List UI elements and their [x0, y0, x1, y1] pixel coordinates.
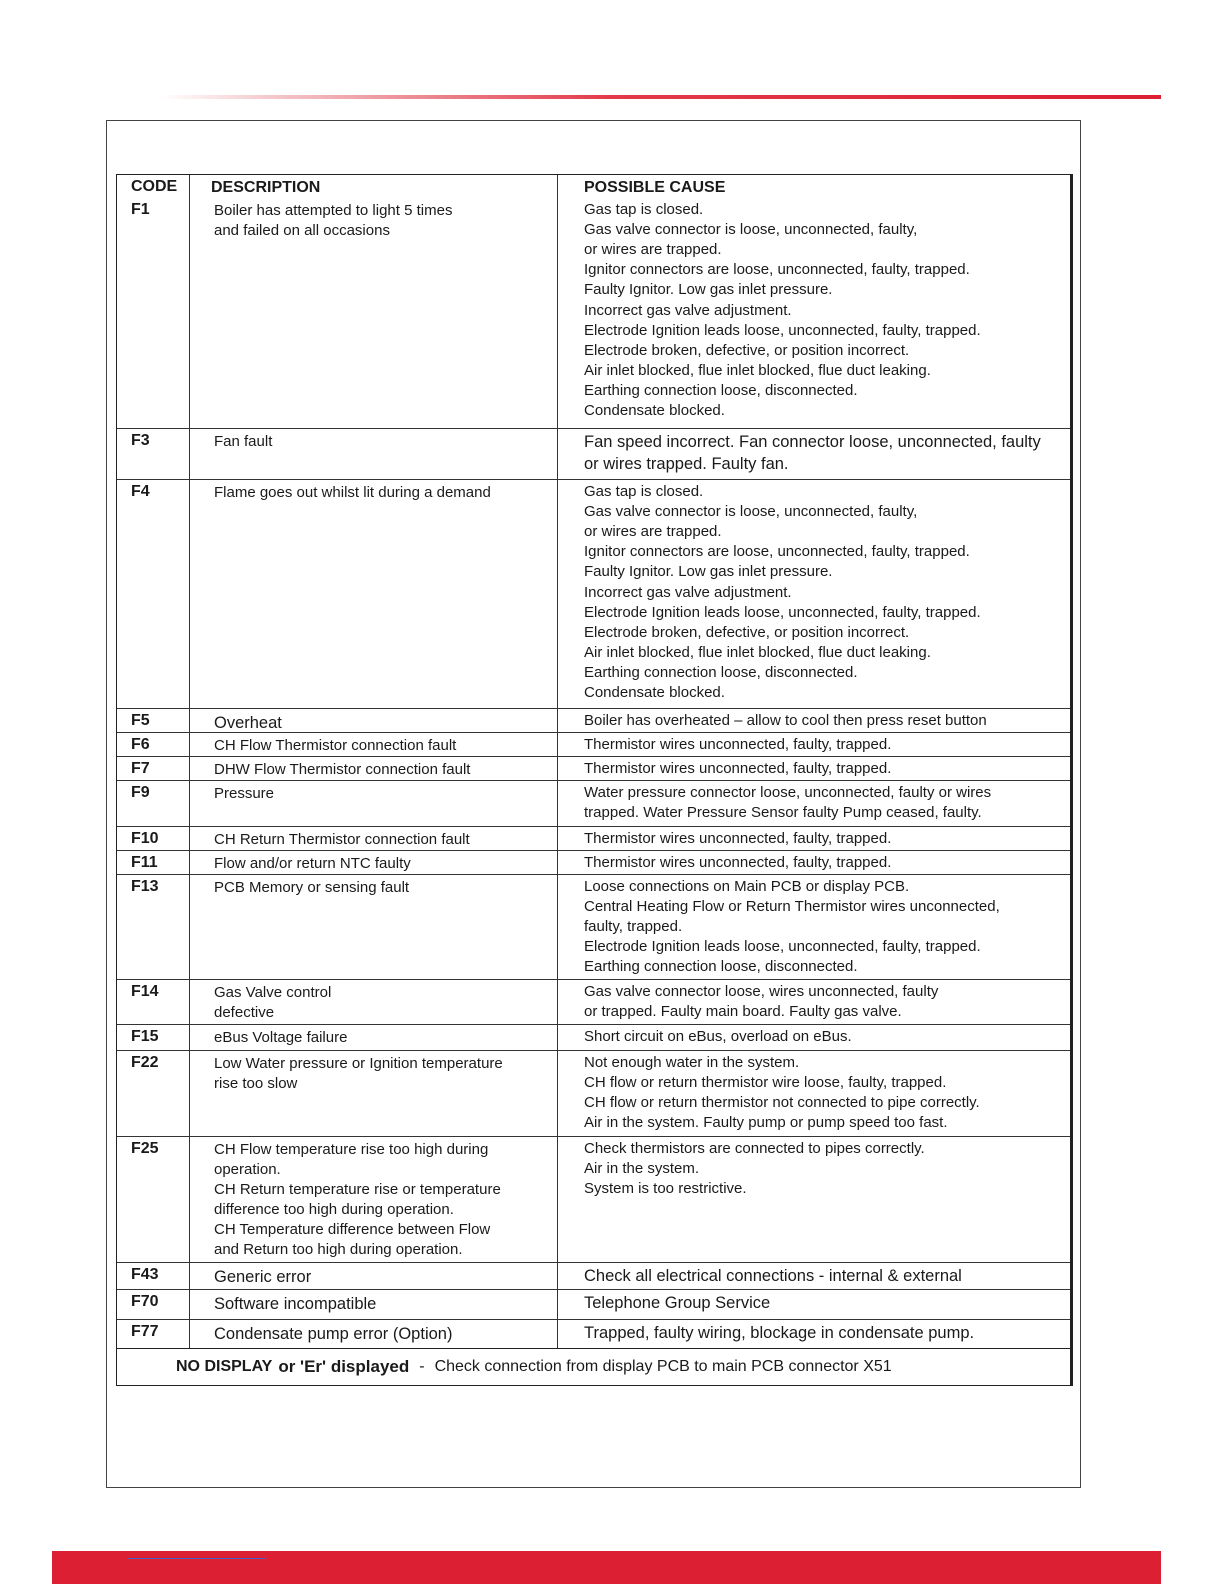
fault-description: Low Water pressure or Ignition temperature rise too slow	[190, 1051, 558, 1136]
possible-cause	[558, 480, 1070, 708]
cause-line: Electrode Ignition leads loose, unconnected, faulty, trapped.	[584, 321, 981, 339]
cause-line: Ignitor connectors are loose, unconnected, faulty, trapped.	[584, 261, 970, 279]
possible-cause	[558, 198, 1070, 428]
fault-code: F7	[117, 757, 190, 780]
cause-line: or wires are trapped.	[584, 241, 722, 259]
cause-line: Gas tap is closed.	[584, 201, 704, 219]
footer-link-underline	[127, 1558, 266, 1559]
fault-description: Fan fault	[190, 429, 558, 479]
possible-cause	[558, 1051, 1070, 1136]
table-row	[117, 1136, 1070, 1262]
cause-line: trapped. Water Pressure Sensor faulty Pump ceased, faulty.	[584, 804, 982, 822]
fault-code: F1	[117, 198, 190, 428]
header-possible-cause: POSSIBLE CAUSE	[584, 179, 726, 196]
possible-cause	[558, 429, 1070, 479]
fault-code: F22	[117, 1051, 190, 1136]
fault-description: eBus Voltage failure	[190, 1025, 558, 1050]
possible-cause	[558, 1137, 1070, 1262]
fault-code: F43	[117, 1263, 190, 1289]
table-row	[117, 1262, 1070, 1289]
possible-cause	[558, 1290, 1070, 1319]
fault-description: Condensate pump error (Option)	[190, 1320, 558, 1348]
table-row	[117, 1289, 1070, 1319]
table-row	[117, 428, 1070, 479]
cause-line: or wires trapped. Faulty fan.	[584, 455, 789, 474]
cause-line: Boiler has overheated – allow to cool then press reset button	[584, 712, 987, 730]
cause-line: Electrode Ignition leads loose, unconnected, faulty, trapped.	[584, 603, 981, 621]
er-displayed-label: or 'Er' displayed	[278, 1357, 410, 1377]
cause-line: Telephone Group Service	[584, 1294, 771, 1313]
possible-cause	[558, 1320, 1070, 1348]
cause-line: CH flow or return thermistor not connected to pipe correctly.	[584, 1094, 980, 1112]
fault-code: F9	[117, 781, 190, 826]
fault-code: F10	[117, 827, 190, 850]
cause-line: Check thermistors are connected to pipes correctly.	[584, 1140, 925, 1158]
table-row	[117, 756, 1070, 780]
fault-description: PCB Memory or sensing fault	[190, 875, 558, 979]
fault-description: Boiler has attempted to light 5 times and failed on all occasions	[190, 198, 558, 428]
cause-line: CH flow or return thermistor wire loose, faulty, trapped.	[584, 1074, 947, 1092]
cause-line: Earthing connection loose, disconnected.	[584, 381, 858, 399]
table-row	[117, 826, 1070, 850]
cause-line: Faulty Ignitor. Low gas inlet pressure.	[584, 563, 833, 581]
fault-description: CH Return Thermistor connection fault	[190, 827, 558, 850]
fault-description: DHW Flow Thermistor connection fault	[190, 757, 558, 780]
cause-line: or wires are trapped.	[584, 523, 722, 541]
header-accent-rule	[160, 95, 1161, 99]
possible-cause	[558, 827, 1070, 850]
fault-code: F11	[117, 851, 190, 874]
cause-line: Electrode Ignition leads loose, unconnected, faulty, trapped.	[584, 938, 981, 956]
no-display-label: NO DISPLAY	[176, 1358, 273, 1376]
possible-cause	[558, 757, 1070, 780]
fault-code: F15	[117, 1025, 190, 1050]
footer-brand-bar	[52, 1551, 1161, 1584]
cause-line: Not enough water in the system.	[584, 1054, 800, 1072]
cause-line: Thermistor wires unconnected, faulty, trapped.	[584, 854, 892, 872]
fault-description: Overheat	[190, 709, 558, 732]
cause-line: Air in the system. Faulty pump or pump speed too fast.	[584, 1114, 948, 1132]
possible-cause	[558, 733, 1070, 756]
cause-line: Ignitor connectors are loose, unconnected, faulty, trapped.	[584, 543, 970, 561]
cause-line: Loose connections on Main PCB or display PCB.	[584, 878, 910, 896]
cause-line: Condensate blocked.	[584, 402, 725, 420]
possible-cause	[558, 875, 1070, 979]
no-display-instruction: Check connection from display PCB to main PCB connector X51	[434, 1358, 892, 1376]
possible-cause	[558, 851, 1070, 874]
cause-line: Thermistor wires unconnected, faulty, trapped.	[584, 736, 892, 754]
cause-line: Check all electrical connections - internal & external	[584, 1267, 962, 1286]
cause-line: Condensate blocked.	[584, 684, 725, 702]
fault-code: F13	[117, 875, 190, 979]
cause-line: Electrode broken, defective, or position incorrect.	[584, 623, 910, 641]
cause-line: Gas tap is closed.	[584, 483, 704, 501]
table-row	[117, 874, 1070, 979]
table-row	[117, 979, 1070, 1024]
fault-code: F6	[117, 733, 190, 756]
header-description: DESCRIPTION	[190, 175, 558, 198]
fault-code: F77	[117, 1320, 190, 1348]
cause-line: Gas valve connector is loose, unconnected, faulty,	[584, 503, 918, 521]
cause-line: Gas valve connector is loose, unconnected, faulty,	[584, 221, 918, 239]
cause-line: or trapped. Faulty main board. Faulty gas valve.	[584, 1003, 902, 1021]
fault-code: F14	[117, 980, 190, 1024]
cause-line: Water pressure connector loose, unconnected, faulty or wires	[584, 784, 992, 802]
cause-line: Incorrect gas valve adjustment.	[584, 583, 792, 601]
table-row	[117, 708, 1070, 732]
cause-line: Fan speed incorrect. Fan connector loose, unconnected, faulty	[584, 433, 1041, 452]
no-display-note	[117, 1348, 1070, 1385]
cause-line: Short circuit on eBus, overload on eBus.	[584, 1028, 852, 1046]
cause-line: Air in the system.	[584, 1160, 700, 1178]
table-row	[117, 479, 1070, 708]
fault-code: F5	[117, 709, 190, 732]
cause-line: Thermistor wires unconnected, faulty, trapped.	[584, 760, 892, 778]
fault-code: F70	[117, 1290, 190, 1319]
fault-code-table	[116, 174, 1073, 1386]
cause-line: Air inlet blocked, flue inlet blocked, flue duct leaking.	[584, 361, 931, 379]
cause-line: Electrode broken, defective, or position incorrect.	[584, 341, 910, 359]
fault-code: F25	[117, 1137, 190, 1262]
table-header-row	[117, 175, 1070, 198]
cause-line: Earthing connection loose, disconnected.	[584, 958, 858, 976]
fault-description: Pressure	[190, 781, 558, 826]
fault-description: Generic error	[190, 1263, 558, 1289]
table-row	[117, 1050, 1070, 1136]
fault-description: Gas Valve control defective	[190, 980, 558, 1024]
fault-description: CH Flow temperature rise too high during operation. CH Return temperature rise or temperature difference too high during operation. CH Temperature difference between Flow and Return too high during operation.	[190, 1137, 558, 1262]
table-row	[117, 780, 1070, 826]
possible-cause	[558, 709, 1070, 732]
fault-code: F3	[117, 429, 190, 479]
possible-cause	[558, 980, 1070, 1024]
cause-line: System is too restrictive.	[584, 1180, 747, 1198]
table-row	[117, 1024, 1070, 1050]
note-dash: -	[419, 1358, 425, 1376]
fault-description: Flow and/or return NTC faulty	[190, 851, 558, 874]
table-body	[117, 198, 1070, 1348]
table-row	[117, 732, 1070, 756]
table-row	[117, 1319, 1070, 1348]
cause-line: Earthing connection loose, disconnected.	[584, 663, 858, 681]
fault-description: CH Flow Thermistor connection fault	[190, 733, 558, 756]
cause-line: faulty, trapped.	[584, 918, 683, 936]
table-row	[117, 198, 1070, 428]
fault-description: Flame goes out whilst lit during a demand	[190, 480, 558, 708]
fault-code: F4	[117, 480, 190, 708]
possible-cause	[558, 1025, 1070, 1050]
fault-description: Software incompatible	[190, 1290, 558, 1319]
cause-line: Faulty Ignitor. Low gas inlet pressure.	[584, 281, 833, 299]
header-code: CODE	[117, 175, 190, 198]
cause-line: Air inlet blocked, flue inlet blocked, flue duct leaking.	[584, 643, 931, 661]
cause-line: Central Heating Flow or Return Thermistor wires unconnected,	[584, 898, 1000, 916]
cause-line: Incorrect gas valve adjustment.	[584, 301, 792, 319]
cause-line: Trapped, faulty wiring, blockage in condensate pump.	[584, 1324, 975, 1343]
cause-line: Thermistor wires unconnected, faulty, trapped.	[584, 830, 892, 848]
possible-cause	[558, 1263, 1070, 1289]
table-row	[117, 850, 1070, 874]
cause-line: Gas valve connector loose, wires unconnected, faulty	[584, 983, 939, 1001]
possible-cause	[558, 781, 1070, 826]
